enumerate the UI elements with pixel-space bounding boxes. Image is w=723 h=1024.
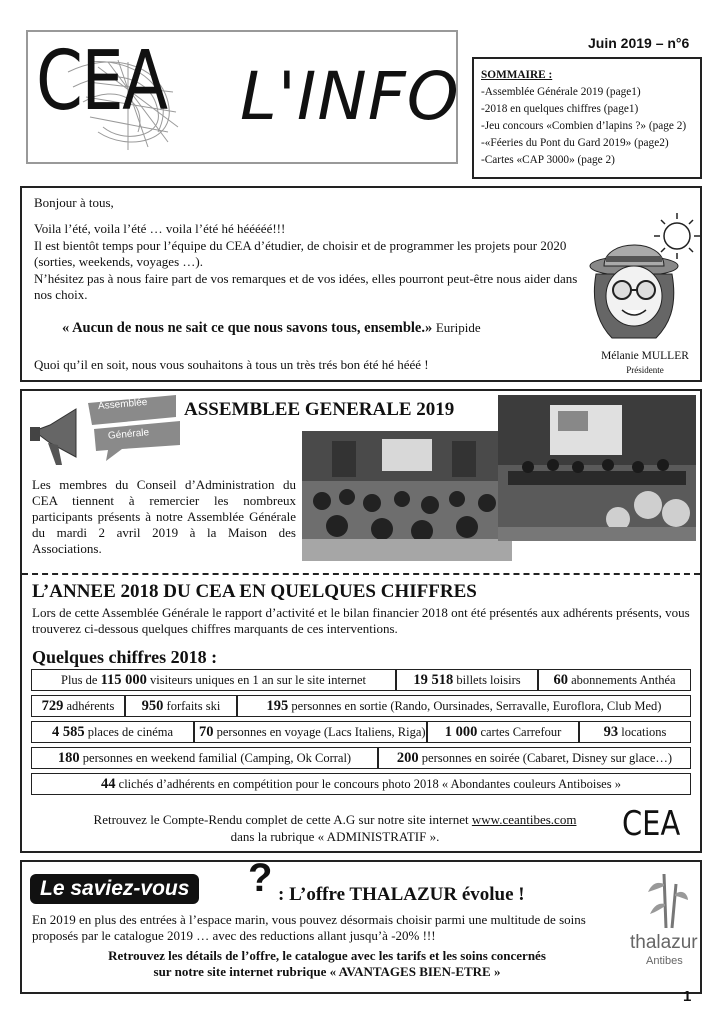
- figures-row: [31, 773, 691, 795]
- intro-line: N’hésitez pas à nous faire part de vos remarques et de vos idées, elles pourront peut-être nous aider dans nos choix.: [34, 270, 578, 302]
- quote-line: [62, 320, 481, 337]
- saviez-badge: Le saviez-vous: [30, 874, 199, 904]
- figures-row: [31, 695, 691, 717]
- quote: « Aucun de nous ne sait ce que nous savons tous, ensemble.»: [62, 320, 433, 336]
- logo-title: L'INFO: [240, 58, 460, 135]
- signer-role: Présidente: [626, 365, 664, 375]
- ag-text: Les membres du Conseil d’Administration du CEA tiennent à remercier les nombreux participants présents à notre Assemblée Générale du mardi 2 avril 2019 à la Maison des Associations.: [32, 477, 296, 556]
- saviez-title: : L’offre THALAZUR évolue !: [278, 884, 525, 905]
- saviez-details-line: Retrouvez les détails de l’offre, le catalogue avec les tarifs et les soins concernés: [108, 948, 546, 963]
- logo-letters: CEA: [36, 34, 167, 129]
- saviez-text: En 2019 en plus des entrées à l’espace marin, vous pouvez désormais choisir parmi une multitude de soins proposés par le catalogue 2019 … avec des reductions allant jusqu’à -20% !!!: [32, 912, 586, 943]
- intro-line: Voila l’été, voila l’été … voila l’été hé hééééé!!!: [34, 221, 286, 236]
- figures-row: [31, 747, 691, 769]
- website-link[interactable]: www.ceantibes.com: [471, 812, 577, 827]
- section-divider: [22, 573, 700, 575]
- masthead-logo: [26, 30, 458, 164]
- figure-cell: 60 abonnements Anthéa: [538, 669, 691, 691]
- bamboo-icon: [644, 870, 688, 930]
- closing: Quoi qu’il en soit, nous vous souhaitons à tous un très trés bon été hé hééé !: [34, 357, 429, 372]
- figure-cell: Plus de 115 000 visiteurs uniques en 1 an sur le site internet: [31, 669, 396, 691]
- chiffres-title: L’ANNEE 2018 DU CEA EN QUELQUES CHIFFRES: [32, 581, 477, 602]
- question-mark-icon: ?: [248, 856, 273, 900]
- ag-badge-bottom: Générale: [107, 427, 150, 442]
- figure-cell: 195 personnes en sortie (Rando, Oursinades, Serravalle, Euroflora, Club Med): [237, 695, 691, 717]
- figure-cell: 729 adhérents: [31, 695, 125, 717]
- cea-small-logo: CEA: [622, 804, 681, 844]
- saviez-details-line: sur notre site internet rubrique « AVANTAGES BIEN-ETRE »: [153, 964, 501, 979]
- chiffres-subtitle: Quelques chiffres 2018 :: [32, 647, 218, 667]
- figure-cell: 44 clichés d’adhérents en compétition pour le concours photo 2018 « Abondantes couleurs Antiboises »: [31, 773, 691, 795]
- figure-cell: 70 personnes en voyage (Lacs Italiens, Riga): [194, 721, 427, 743]
- figure-cell: 200 personnes en soirée (Cabaret, Disney sur glace…): [378, 747, 691, 769]
- figures-row: [31, 669, 691, 691]
- figures-row: [31, 721, 691, 743]
- ag-title: ASSEMBLEE GENERALE 2019: [184, 399, 455, 420]
- figure-cell: 180 personnes en weekend familial (Camping, Ok Corral): [31, 747, 378, 769]
- figure-cell: 950 forfaits ski: [125, 695, 237, 717]
- sommaire-item: -2018 en quelques chiffres (page1): [481, 103, 639, 115]
- figure-cell: 4 585 places de cinéma: [31, 721, 194, 743]
- saviez-details: [32, 948, 622, 980]
- sun-icon: [654, 213, 700, 259]
- sommaire-item: -Jeu concours «Combien d’lapins ?» (page 2): [481, 120, 687, 132]
- issue-number: Juin 2019 – n°6: [588, 35, 690, 51]
- quote-author: Euripide: [435, 320, 481, 335]
- chiffres-intro: Lors de cette Assemblée Générale le rapport d’activité et le bilan financier 2018 ont été présentés aux adhérents présents, vous trouverez ci-dessous quelques chiffres marquants de ces interventions.: [32, 605, 690, 636]
- sommaire-title: SOMMAIRE :: [481, 69, 553, 81]
- figure-cell: 1 000 cartes Carrefour: [427, 721, 579, 743]
- intro-paragraph: [34, 221, 594, 304]
- ag-photo-stage: [498, 395, 696, 541]
- figure-cell: 19 518 billets loisirs: [396, 669, 538, 691]
- ag-footer-line: Retrouvez le Compte-Rendu complet de cette A.G sur notre site internet www.ceantibes.com: [93, 812, 577, 827]
- page-number: 1: [683, 988, 692, 1005]
- ag-badge-top: Assemblée: [97, 396, 148, 413]
- thalazur-brand: thalazur: [630, 932, 698, 953]
- president-cartoon-illustration: [582, 208, 700, 348]
- saviez-vous-section: [20, 856, 702, 994]
- sommaire-item: -Cartes «CAP 3000» (page 2): [481, 154, 615, 166]
- sommaire-box: [472, 57, 702, 179]
- ag-photo-audience: [302, 431, 512, 561]
- greeting: Bonjour à tous,: [34, 195, 114, 210]
- signer-name: Mélanie MULLER: [601, 350, 689, 362]
- sommaire-item: -Assemblée Générale 2019 (page1): [481, 86, 641, 98]
- figure-cell: 93 locations: [579, 721, 691, 743]
- intro-line: Il est bientôt temps pour l’équipe du CEA d’étudier, de choisir et de programmer les projets pour 2020 (sorties, weekends, voyages …).: [34, 237, 567, 269]
- sommaire-item: -«Féeries du Pont du Gard 2019» (page2): [481, 137, 669, 149]
- ag-footer-line: dans la rubrique « ADMINISTRATIF ».: [230, 829, 440, 844]
- intro-section: [20, 186, 702, 382]
- thalazur-city: Antibes: [646, 955, 683, 967]
- ag-footer: [40, 811, 630, 845]
